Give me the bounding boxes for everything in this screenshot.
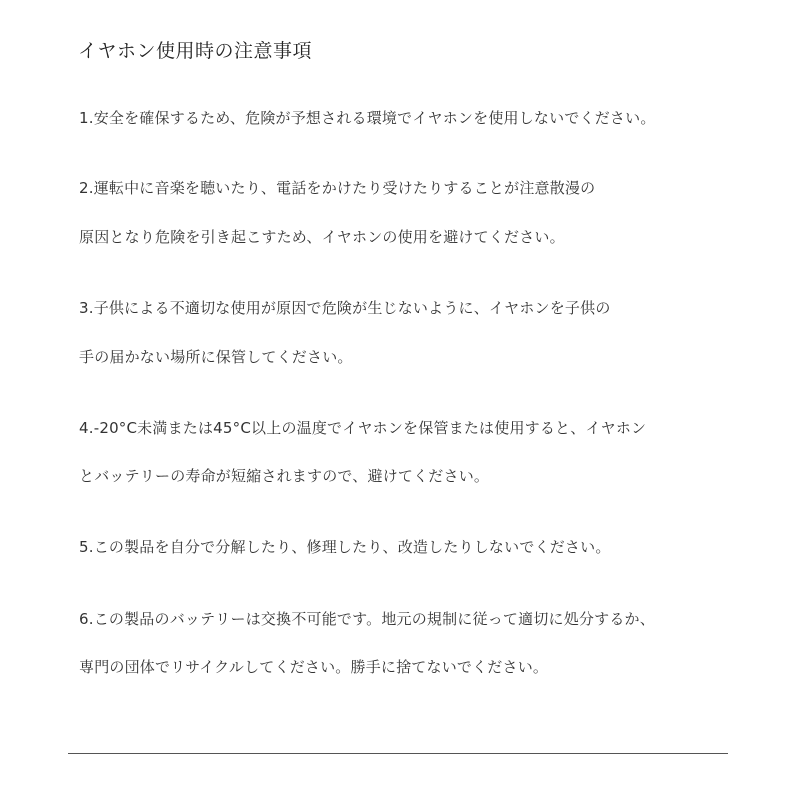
- notice-item-4-line-1: 4.-20°C未満または45°C以上の温度でイヤホンを保管または使用すると、イヤホン: [79, 419, 647, 437]
- notice-item-3-line-2: 手の届かない場所に保管してください。: [79, 348, 353, 366]
- notice-item-2-line-1: 2.運転中に音楽を聴いたり、電話をかけたり受けたりすることが注意散漫の: [79, 179, 596, 197]
- bottom-divider: [68, 753, 728, 754]
- notice-item-2-line-2: 原因となり危険を引き起こすため、イヤホンの使用を避けてください。: [79, 228, 565, 246]
- notice-item-6-line-2: 専門の団体でリサイクルしてください。勝手に捨てないでください。: [79, 658, 549, 676]
- page-title: イヤホン使用時の注意事項: [78, 40, 313, 62]
- notice-item-4-line-2: とバッテリーの寿命が短縮されますので、避けてください。: [79, 467, 490, 485]
- notice-item-3-line-1: 3.子供による不適切な使用が原因で危険が生じないように、イヤホンを子供の: [79, 299, 611, 317]
- notice-item-5-line-1: 5.この製品を自分で分解したり、修理したり、改造したりしないでください。: [79, 538, 611, 556]
- notice-item-1-line-1: 1.安全を確保するため、危険が予想される環境でイヤホンを使用しないでください。: [79, 109, 656, 127]
- notice-item-6-line-1: 6.この製品のバッテリーは交換不可能です。地元の規制に従って適切に処分するか、: [79, 610, 655, 628]
